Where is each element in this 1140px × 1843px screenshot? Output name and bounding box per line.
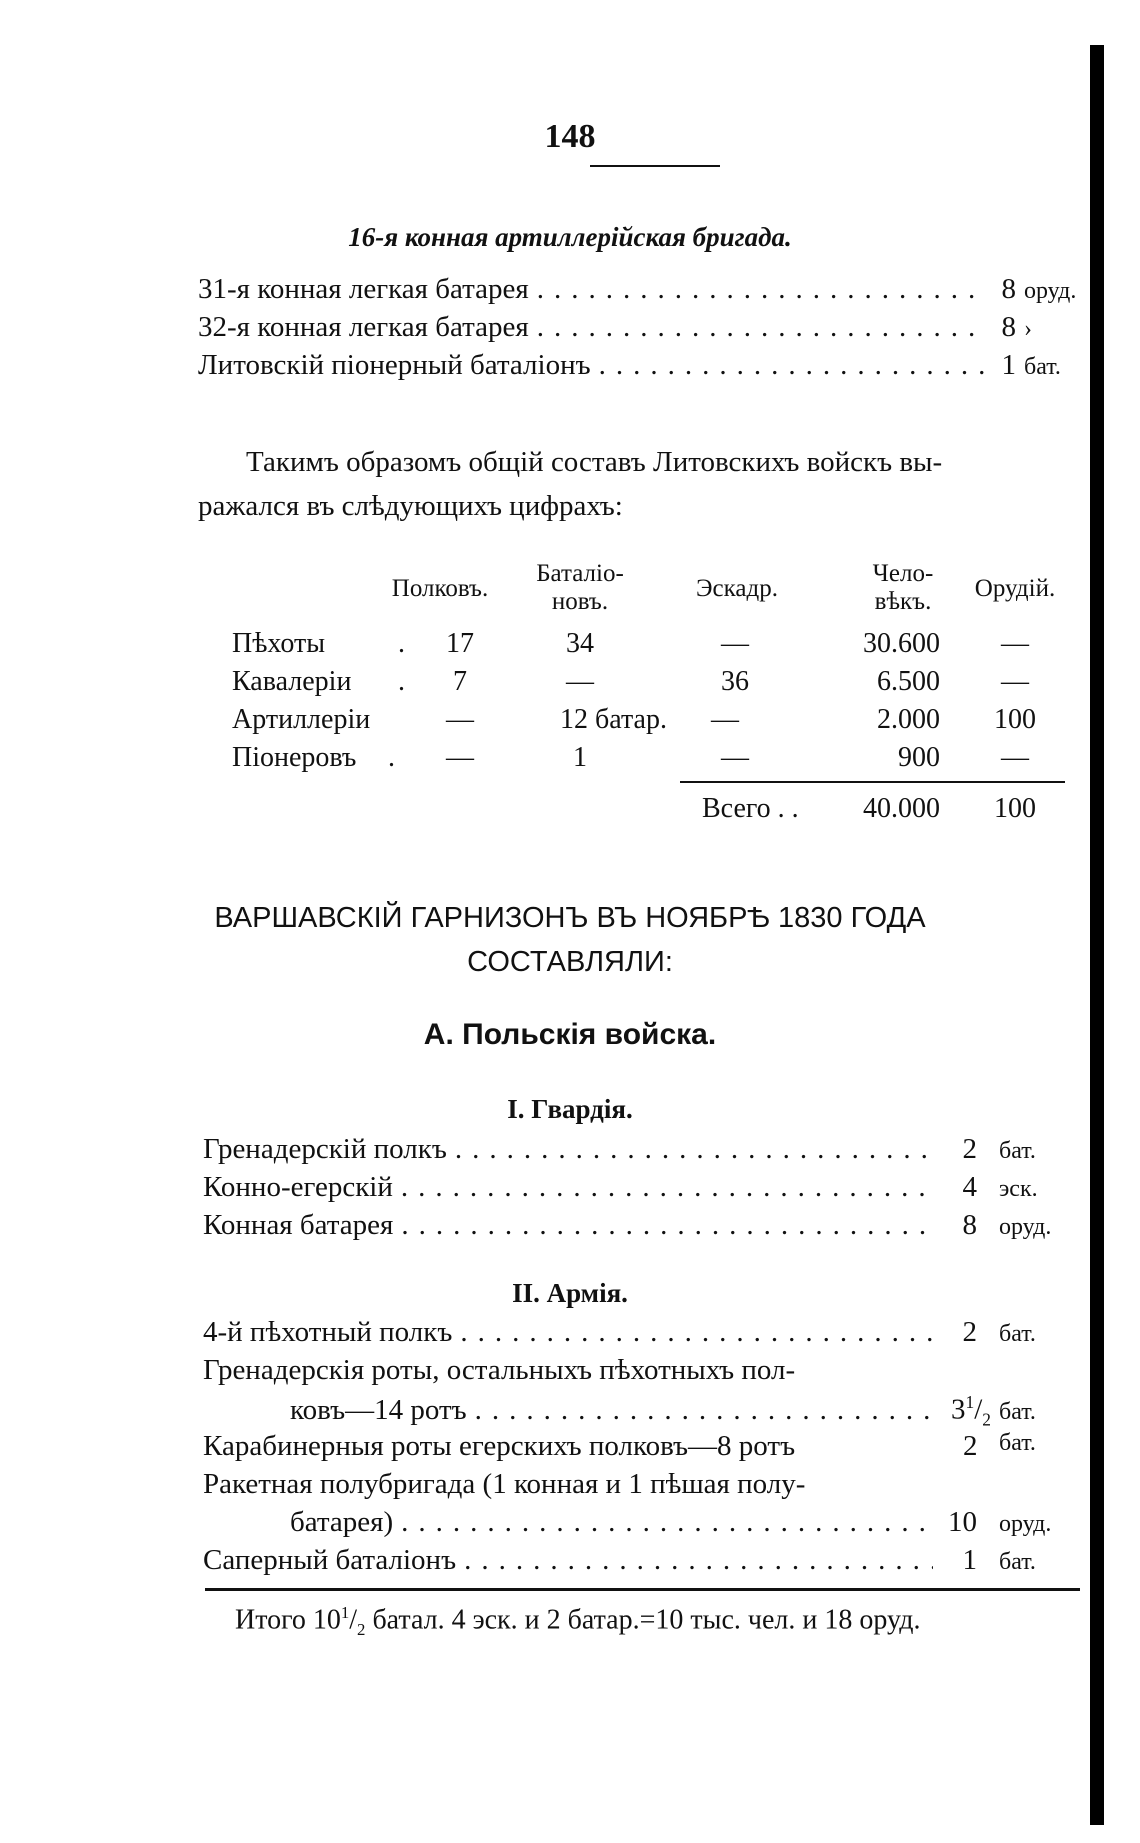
cell-guns: 100 [994, 704, 1036, 735]
army-row [203, 1316, 1063, 1349]
cell-regiments: — [446, 742, 474, 773]
row-label: 32-я конная легкая батарея [198, 311, 529, 343]
branch-name: Пѣхоты [232, 628, 326, 659]
cell-guns: — [1001, 742, 1029, 773]
army-row [290, 1392, 1063, 1430]
row-label: Карабинерныя роты егерскихъ полковъ—8 ротъ [203, 1430, 796, 1462]
row-label: 31-я конная легкая батарея [198, 273, 529, 305]
guard-row [203, 1209, 1063, 1242]
guard-row [203, 1171, 1063, 1204]
header-line: Баталіо- [536, 560, 624, 587]
army-row [290, 1506, 1063, 1539]
row-qty: 2 [963, 1430, 978, 1462]
cell-men: 6.500 [877, 666, 940, 697]
row-qty: 8 [1001, 311, 1016, 343]
cell-battalions: 12 батар. [560, 704, 667, 735]
brigade-row [198, 311, 1088, 344]
brigade-row [198, 349, 1088, 382]
cell-regiments: 17 [446, 628, 474, 659]
row-label: Конно-егерскій [203, 1171, 393, 1203]
row-unit: бат. [999, 1398, 1036, 1425]
row-unit: оруд. [999, 1511, 1052, 1537]
branch-dot: . [388, 742, 395, 773]
branch-dot: . [398, 666, 405, 697]
row-qty-fraction: $3^1/_2$ [951, 1392, 991, 1430]
row-qty: 1 [1001, 349, 1016, 381]
row-unit: бат. [999, 1549, 1036, 1575]
row-label: Литовскій піонерный баталіонъ [198, 349, 591, 381]
row-unit: оруд. [1024, 278, 1077, 304]
total-frac-numerator: 1 [340, 1603, 350, 1622]
branch-name: Піонеровъ [232, 742, 357, 773]
qty-numerator: 1 [965, 1392, 975, 1412]
row-qty: 4 [962, 1171, 977, 1203]
page-number-underline [590, 165, 720, 167]
row-unit: эск. [999, 1176, 1038, 1202]
total-prefix: Итого 10 [235, 1604, 341, 1636]
cell-squadrons: — [721, 628, 749, 659]
total-guns: 100 [994, 793, 1036, 824]
cell-men: 900 [898, 742, 940, 773]
cell-battalions: 1 [573, 742, 587, 773]
leader-dots [537, 311, 986, 344]
table-total-rule [680, 781, 1065, 783]
row-unit: бат. [1024, 354, 1061, 380]
page-number: 148 [544, 118, 596, 155]
cell-guns: — [1001, 666, 1029, 697]
garrison-heading [0, 896, 1140, 984]
heading-line: СОСТАВЛЯЛИ: [467, 946, 673, 978]
leader-dots [401, 1209, 933, 1242]
guard-row [203, 1133, 1063, 1166]
row-qty: 1 [962, 1544, 977, 1576]
branch-dot: . [398, 628, 405, 659]
branch-name: Кавалеріи [232, 666, 352, 697]
cell-squadrons: 36 [721, 666, 749, 697]
total-men: 40.000 [863, 793, 940, 824]
section-title: 16-я конная артиллерійская бригада. [348, 222, 792, 252]
row-label: Конная батарея [203, 1209, 394, 1241]
total-rule [205, 1588, 1080, 1591]
row-unit: бат. [999, 1430, 1036, 1456]
cell-men: 30.600 [863, 628, 940, 659]
row-unit: бат. [999, 1321, 1036, 1347]
cell-battalions: 34 [566, 628, 594, 659]
row-label: Саперный баталіонъ [203, 1544, 457, 1576]
branch-name: Артиллеріи [232, 704, 371, 735]
paragraph-line: ражался въ слѣдующихъ цифрахъ: [198, 490, 623, 522]
cell-squadrons: — [711, 704, 739, 735]
col-header-battalions [515, 560, 645, 616]
total-rest: батал. 4 эск. и 2 батар.=10 тыс. чел. и 18 оруд. [365, 1604, 921, 1636]
cell-guns: — [1001, 628, 1029, 659]
leader-dots [401, 1506, 933, 1539]
col-header-guns: Орудій. [974, 575, 1056, 602]
army-row [203, 1430, 1063, 1463]
row-label: 4-й пѣхотный полкъ [203, 1316, 453, 1348]
paragraph-line: Такимъ образомъ общій составъ Литовскихъ войскъ вы- [246, 446, 943, 478]
col-header-regiments: Полковъ. [391, 575, 489, 602]
qty-denominator: 2 [982, 1409, 991, 1430]
leader-dots [475, 1394, 933, 1427]
grand-total-line: Итого $10^1/_2$ батал. 4 эск. и 2 батар.=10 тыс. чел. и 18 оруд. [235, 1603, 921, 1639]
leader-dots [401, 1171, 933, 1204]
header-line: вѣкъ. [874, 588, 932, 615]
cell-regiments: — [446, 704, 474, 735]
row-label: Гренадерскій полкъ [203, 1133, 447, 1165]
leader-dots [460, 1316, 933, 1349]
row-label: ковъ—14 ротъ [290, 1393, 467, 1426]
row-qty: 10 [948, 1506, 977, 1538]
heading-line: ВАРШАВСКІЙ ГАРНИЗОНЪ ВЪ НОЯБРѢ 1830 ГОДА [214, 902, 926, 934]
cell-regiments: 7 [453, 666, 467, 697]
col-header-men [848, 560, 958, 616]
army-title: II. Армія. [512, 1278, 628, 1308]
leader-dots [599, 349, 986, 382]
leader-dots [464, 1544, 933, 1577]
col-header-squadrons: Эскадр. [696, 575, 778, 602]
header-line: Чело- [872, 560, 934, 587]
qty-whole: 3 [951, 1393, 966, 1426]
row-label: батарея) [290, 1506, 394, 1538]
row-qty: 2 [962, 1133, 977, 1165]
guard-title: I. Гвардія. [507, 1094, 633, 1124]
cell-men: 2.000 [877, 704, 940, 735]
army-row-text: Гренадерскія роты, остальныхъ пѣхотныхъ пол- [203, 1354, 796, 1386]
brigade-row [198, 273, 1088, 306]
cell-squadrons: — [721, 742, 749, 773]
header-line: новъ. [551, 588, 609, 615]
total-label: Всего . . [702, 793, 799, 824]
cell-battalions: — [566, 666, 594, 697]
row-qty: 8 [1001, 273, 1016, 305]
part-a-title: А. Польскія войска. [423, 1018, 717, 1051]
army-row-text: Ракетная полубригада (1 конная и 1 пѣшая полу- [203, 1468, 806, 1500]
row-qty: 2 [962, 1316, 977, 1348]
row-unit: бат. [999, 1138, 1036, 1164]
row-unit: оруд. [999, 1214, 1052, 1240]
row-unit: › [1024, 316, 1032, 342]
leader-dots [537, 273, 986, 306]
total-frac-denominator: 2 [357, 1619, 366, 1639]
army-row [203, 1544, 1063, 1577]
summary-paragraph [198, 440, 1078, 528]
leader-dots [455, 1133, 933, 1166]
row-qty: 8 [962, 1209, 977, 1241]
